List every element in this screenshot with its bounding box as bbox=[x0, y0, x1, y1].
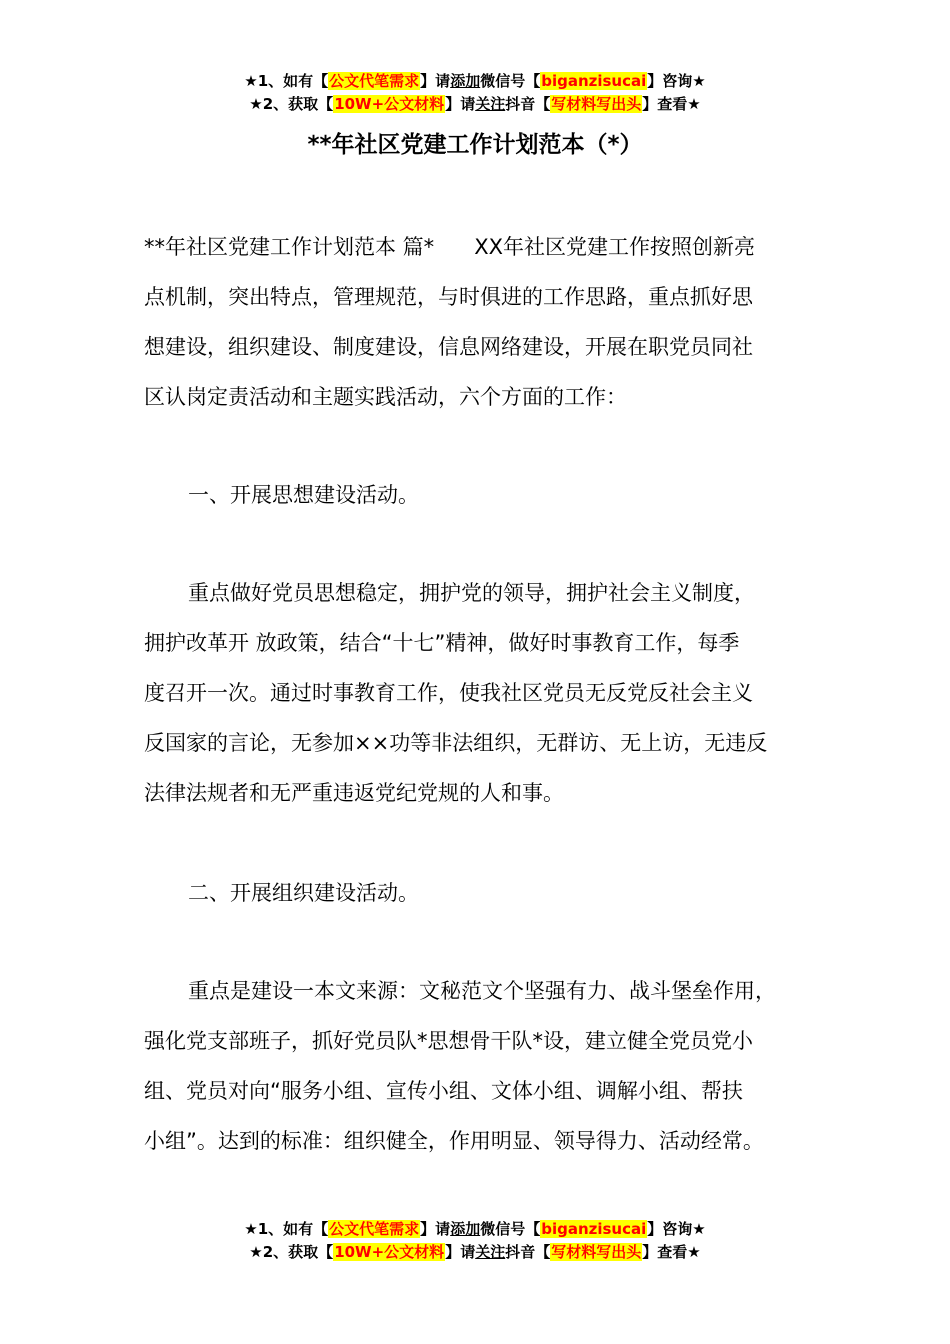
footer-ad-highlight: 公文代笔需求 bbox=[329, 1220, 420, 1238]
paragraph-line: 重点做好党员思想稳定，拥护党的领导，拥护社会主义制度， bbox=[188, 581, 755, 605]
intro-line: 想建设，组织建设、制度建设，信息网络建设，开展在职党员同社 bbox=[144, 335, 753, 359]
intro-line: **年社区党建工作计划范本 篇* XX年社区党建工作按照创新亮 bbox=[144, 235, 755, 259]
paragraph-line: 强化党支部班子，抓好党员队*思想骨干队*设，建立健全党员党小 bbox=[144, 1029, 753, 1053]
paragraph-line: 法律法规者和无严重违返党纪党规的人和事。 bbox=[144, 781, 564, 805]
header-ad-line-1: ★1、如有【公文代笔需求】请添加微信号【biganzisucai】咨询★ bbox=[244, 72, 706, 90]
footer-ad-douyin-id: 写材料写出头 bbox=[551, 1243, 642, 1261]
paragraph-line: 拥护改革开 放政策，结合“十七”精神，做好时事教育工作，每季 bbox=[144, 631, 740, 655]
header-ad-highlight: 公文代笔需求 bbox=[329, 72, 420, 90]
section-heading-1: 一、开展思想建设活动。 bbox=[188, 483, 419, 507]
footer-ad bbox=[0, 1218, 950, 1264]
paragraph-line: 反国家的言论，无参加××功等非法组织，无群访、无上访，无违反 bbox=[144, 731, 768, 755]
header-ad-highlight: 10W+公文材料 bbox=[334, 95, 445, 113]
footer-ad-line-1: ★1、如有【公文代笔需求】请添加微信号【biganzisucai】咨询★ bbox=[244, 1220, 706, 1238]
footer-ad-highlight: 10W+公文材料 bbox=[334, 1243, 445, 1261]
paragraph-line: 重点是建设一本文来源：文秘范文个坚强有力、战斗堡垒作用， bbox=[188, 979, 776, 1003]
footer-ad-wechat-id: biganzisucai bbox=[541, 1220, 647, 1238]
paragraph-line: 度召开一次。通过时事教育工作，使我社区党员无反党反社会主义 bbox=[144, 681, 753, 705]
paragraph-line: 组、党员对向“服务小组、宣传小组、文体小组、调解小组、帮扶 bbox=[144, 1079, 743, 1103]
header-ad-wechat-id: biganzisucai bbox=[541, 72, 647, 90]
section-2-paragraph bbox=[144, 966, 834, 1166]
intro-line: 点机制，突出特点，管理规范，与时俱进的工作思路，重点抓好思 bbox=[144, 285, 753, 309]
section-heading-2: 二、开展组织建设活动。 bbox=[188, 881, 419, 905]
intro-line: 区认岗定责活动和主题实践活动，六个方面的工作： bbox=[144, 385, 627, 409]
footer-ad-line-2: ★2、获取【10W+公文材料】请关注抖音【写材料写出头】查看★ bbox=[249, 1243, 701, 1261]
header-ad-douyin-id: 写材料写出头 bbox=[551, 95, 642, 113]
header-ad-line-2: ★2、获取【10W+公文材料】请关注抖音【写材料写出头】查看★ bbox=[249, 95, 701, 113]
section-1-paragraph bbox=[144, 568, 834, 818]
intro-paragraph bbox=[144, 222, 834, 422]
paragraph-line: 小组”。达到的标准：组织健全，作用明显、领导得力、活动经常。 bbox=[144, 1129, 764, 1153]
header-ad bbox=[0, 70, 950, 116]
page-title: **年社区党建工作计划范本（*） bbox=[307, 132, 643, 158]
